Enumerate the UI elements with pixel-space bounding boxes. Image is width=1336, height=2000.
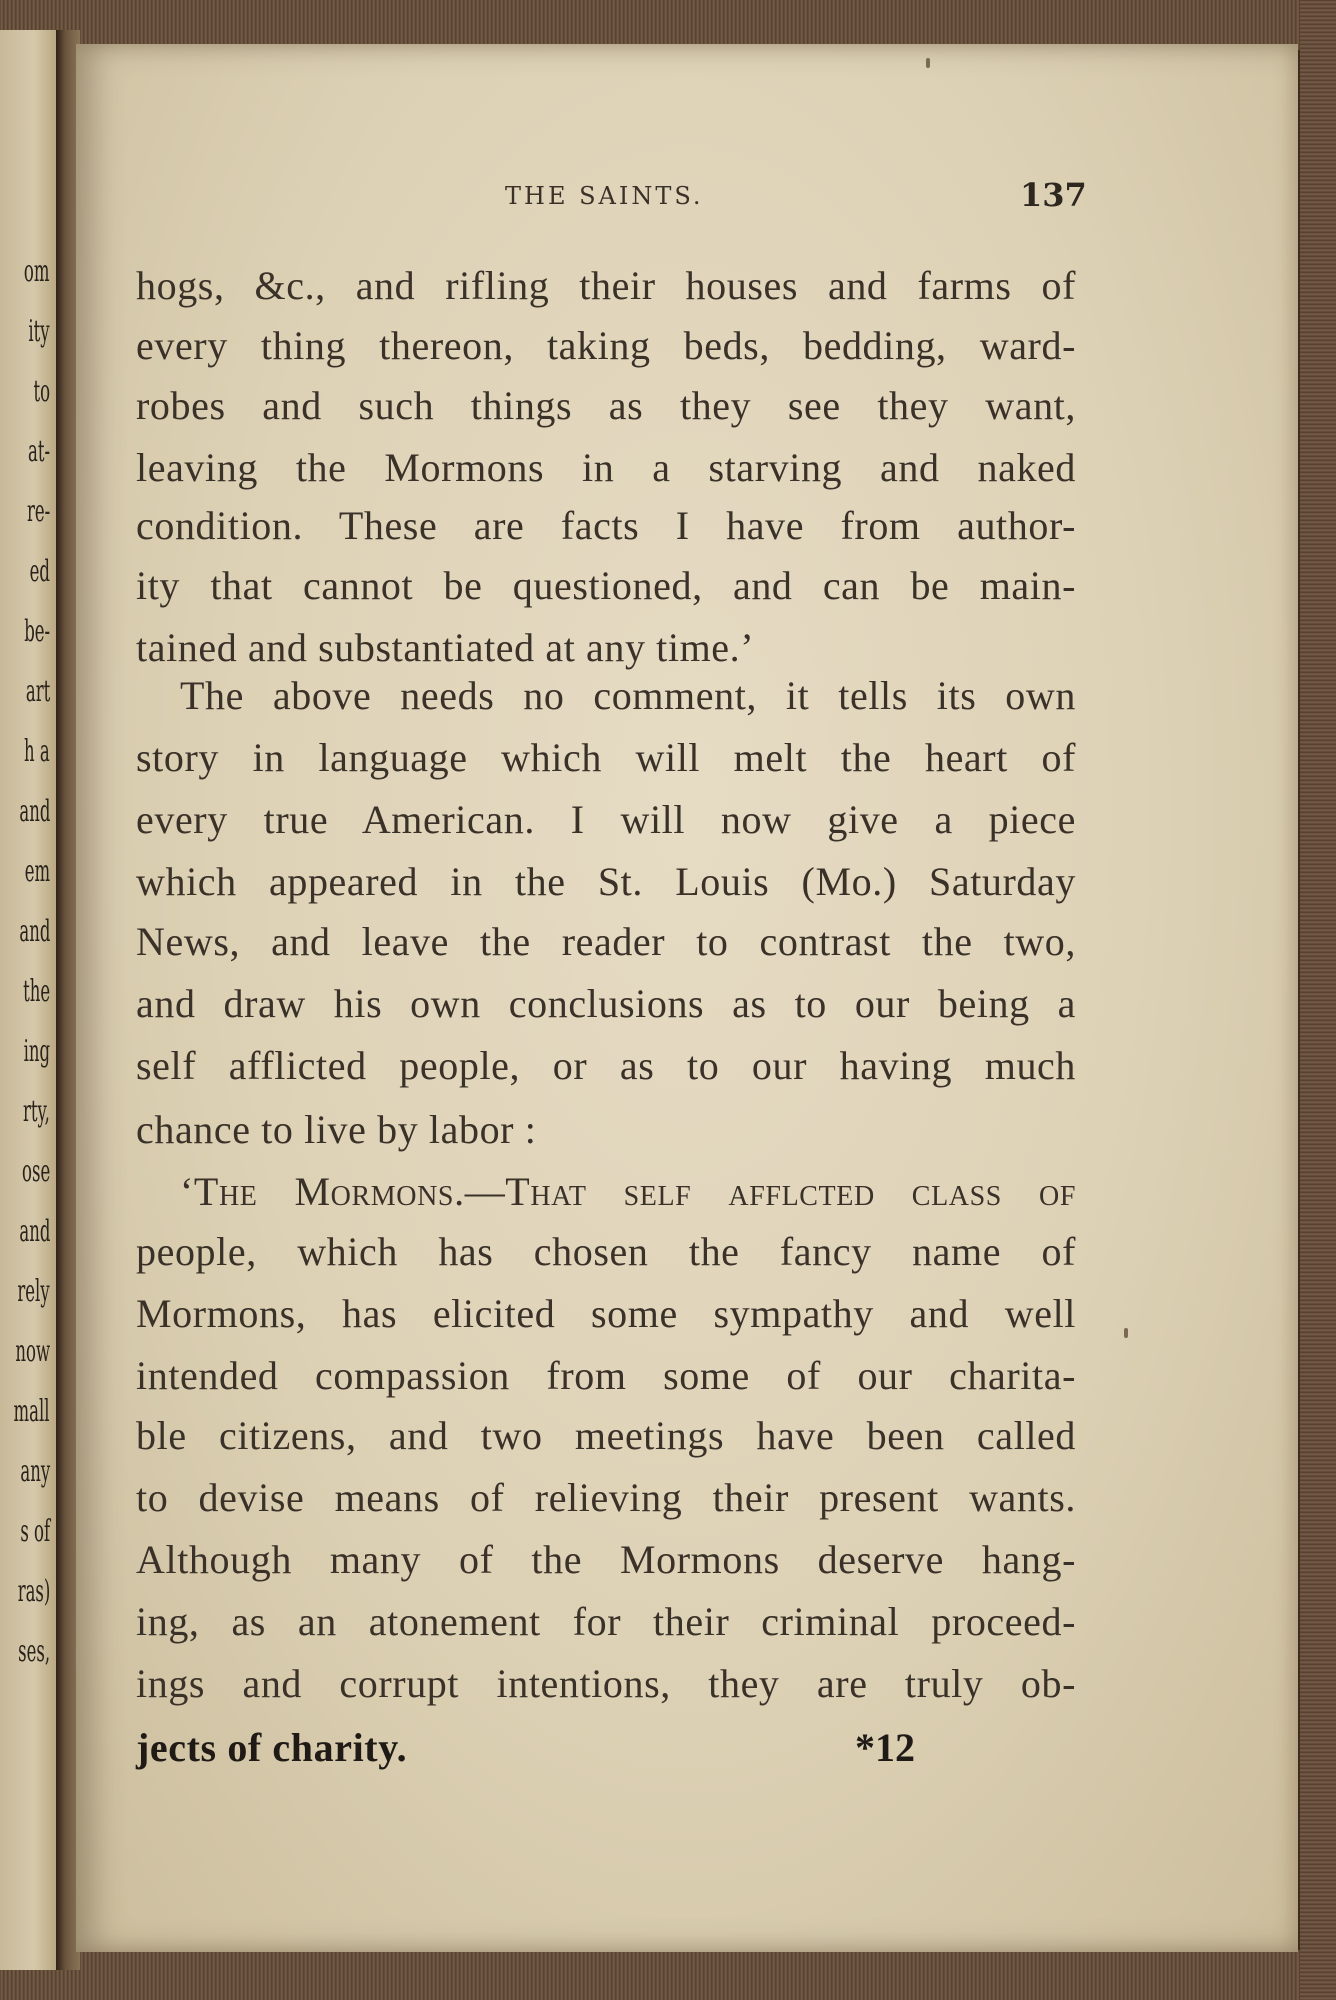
facing-page-fragment: any [20,1454,50,1489]
paper-blemish [926,58,930,68]
text-line: and draw his own conclusions as to our being a [136,981,1076,1026]
text-line: hogs, &c., and rifling their houses and farms of [136,263,1076,308]
paper-blemish [1124,1328,1128,1338]
facing-page-fragment: ity [28,314,50,349]
text-line: to devise means of relieving their present wants. [136,1475,1076,1520]
text-line: tained and substantiated at any time.’ [136,625,755,670]
text-line: which appeared in the St. Louis (Mo.) Saturday [136,859,1076,904]
text-line: ble citizens, and two meetings have been called [136,1413,1076,1458]
text-line: Although many of the Mormons deserve hang- [136,1537,1076,1582]
facing-page-fragment: to [33,374,50,409]
page-number: 137 [1020,176,1087,214]
facing-page-fragment: rely [17,1274,50,1309]
facing-page-fragment: ras) [17,1574,50,1609]
facing-page-fragment: rty, [23,1094,50,1129]
facing-page-fragment: and [18,914,50,949]
text-line: ‘The Mormons.—That self afflcted class of [180,1169,1076,1214]
text-line: News, and leave the reader to contrast the two, [136,919,1076,964]
facing-page-fragment: ose [21,1154,50,1189]
facing-page-fragment: om [24,254,50,289]
text-line: self afflicted people, or as to our having much [136,1043,1076,1088]
facing-page-fragment: ed [29,554,50,589]
facing-page-fragment: h a [24,734,50,769]
text-line: Mormons, has elicited some sympathy and well [136,1291,1076,1336]
facing-page-fragment: be- [24,614,50,649]
facing-page-fragment: s of [20,1514,50,1549]
text-line: ity that cannot be questioned, and can be main- [136,563,1076,608]
text-line: ing, as an atonement for their criminal proceed- [136,1599,1076,1644]
text-line: robes and such things as they see they want, [136,383,1076,428]
text-line: intended compassion from some of our charita- [136,1353,1076,1398]
facing-page-fragment: re- [26,494,50,529]
text-line: ings and corrupt intentions, they are truly ob- [136,1661,1076,1706]
text-line: every true American. I will now give a piece [136,797,1076,842]
facing-page-fragment: art [25,674,50,709]
facing-page-fragment: ing [23,1034,50,1069]
text-line: chance to live by labor : [136,1107,537,1152]
text-line: every thing thereon, taking beds, bedding, ward- [136,323,1076,368]
facing-page-fragment: and [18,794,50,829]
text-line: The above needs no comment, it tells its own [180,673,1076,718]
running-head-title: THE SAINTS. [505,182,704,210]
facing-page-fragment: ses, [18,1634,50,1669]
text-line: jects of charity. [136,1725,408,1770]
facing-page-fragment: now [15,1334,50,1369]
facing-page-fragment: em [24,854,50,889]
text-line: people, which has chosen the fancy name of [136,1229,1076,1274]
facing-page-fragment: and [18,1214,50,1249]
facing-page-fragment: at- [27,434,50,469]
facing-page-fragment: the [22,974,50,1009]
text-line: story in language which will melt the heart of [136,735,1076,780]
signature-mark: *12 [855,1725,915,1770]
text-line: condition. These are facts I have from author- [136,503,1076,548]
text-line: leaving the Mormons in a starving and naked [136,445,1076,490]
facing-page-fragment: mall [13,1394,50,1429]
